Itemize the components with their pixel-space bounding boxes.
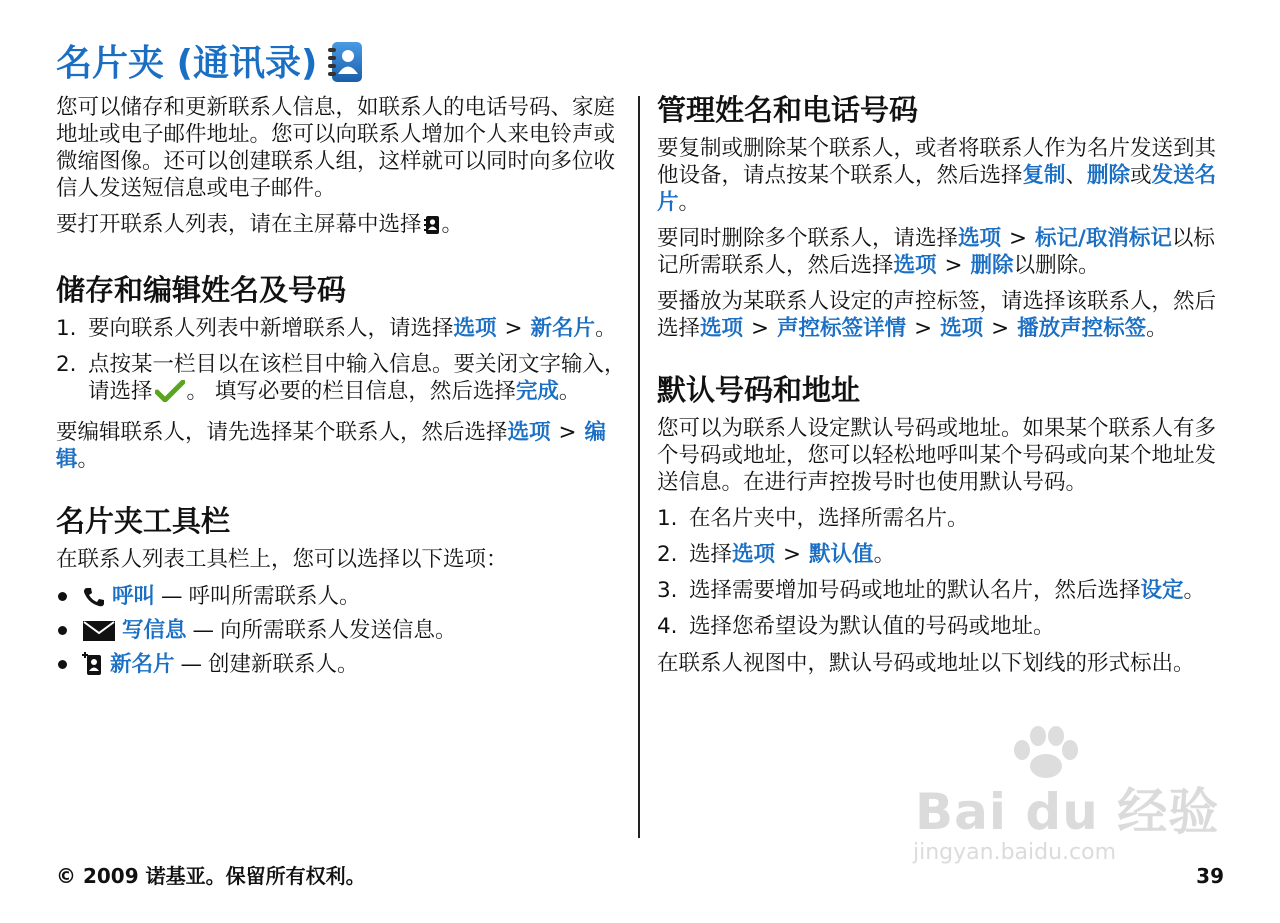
list-item: 1. 在名片夹中，选择所需名片。 — [657, 506, 969, 531]
options-link[interactable]: 选项 — [700, 316, 744, 341]
checkmark-icon — [155, 380, 185, 409]
delete-link[interactable]: 删除 — [1087, 163, 1131, 188]
section-heading-defaults: 默认号码和地址 — [657, 373, 861, 407]
defaults-outro: 在联系人视图中，默认号码或地址以下划线的形式标出。 — [657, 651, 1195, 676]
copy-delete-paragraph: 要复制或删除某个联系人，或者将联系人作为名片发送到其他设备，请点按某个联系人，然后选择复制、删除或发送名片。 — [657, 136, 1217, 215]
list-item: 2. 选择选项 > 默认值。 — [657, 542, 896, 567]
defaults-intro: 您可以为联系人设定默认号码或地址。如果某个联系人有多个号码或地址，您可以轻松地呼叫某个号码或向某个地址发送信息。在进行声控拨号时也使用默认号码。 — [657, 416, 1217, 495]
intro-paragraph: 您可以储存和更新联系人信息，如联系人的电话号码、家庭地址或电子邮件地址。您可以向联系人增加个人来电铃声或微缩图像。还可以创建联系人组，这样就可以同时向多位收信人发送短信息或电子邮件。 — [56, 95, 616, 201]
contacts-app-icon — [327, 41, 363, 83]
baidu-watermark — [905, 720, 1220, 870]
column-divider — [638, 96, 640, 838]
right-column — [657, 92, 1225, 686]
options-link[interactable]: 选项 — [958, 226, 1002, 251]
copyright-footer: © 2009 诺基亚。保留所有权利。 — [56, 864, 366, 888]
list-item: 2. 点按某一栏目以在该栏目中输入信息。要关闭文字输入，请选择 。 填写必要的栏目信息，然后选择完成。 — [56, 351, 634, 409]
new-card-link[interactable]: 新名片 — [530, 316, 596, 341]
set-link[interactable]: 设定 — [1140, 578, 1184, 603]
list-item: 3. 选择需要增加号码或地址的默认名片，然后选择设定。 — [657, 578, 1206, 603]
mark-unmark-link[interactable]: 标记/取消标记 — [1035, 226, 1172, 251]
play-voice-tag-link[interactable]: 播放声控标签 — [1017, 316, 1147, 341]
call-link[interactable]: 呼叫 — [112, 584, 156, 609]
left-column — [56, 94, 634, 684]
baidu-logo: Bai du 经验 — [915, 783, 1220, 841]
contacts-icon — [424, 215, 440, 242]
edit-link[interactable]: 编辑 — [56, 420, 607, 472]
envelope-icon — [82, 620, 116, 650]
section-heading-store-edit: 储存和编辑姓名及号码 — [56, 273, 347, 307]
mark-delete-paragraph: 要同时删除多个联系人，请选择选项 > 标记/取消标记以标记所需联系人，然后选择选项 > 删除以删除。 — [657, 226, 1215, 278]
delete-link[interactable]: 删除 — [970, 253, 1014, 278]
page-title: 名片夹 (通讯录) — [56, 38, 363, 90]
voice-tag-details-link[interactable]: 声控标签详情 — [777, 316, 907, 341]
new-card-link[interactable]: 新名片 — [110, 652, 175, 677]
voice-tag-paragraph: 要播放为某联系人设定的声控标签，请选择该联系人，然后选择选项 > 声控标签详情 > 选项 > 播放声控标签。 — [657, 289, 1217, 341]
done-link[interactable]: 完成 — [515, 379, 559, 404]
section-heading-toolbar: 名片夹工具栏 — [56, 504, 231, 538]
options-link[interactable]: 选项 — [507, 420, 551, 445]
copy-link[interactable]: 复制 — [1022, 163, 1066, 188]
options-link[interactable]: 选项 — [893, 253, 937, 278]
list-item: 1. 要向联系人列表中新增联系人，请选择选项 > 新名片。 — [56, 316, 617, 341]
phone-icon — [82, 586, 106, 616]
send-card-link[interactable]: 发送名片 — [657, 163, 1217, 215]
page-number: 39 — [1196, 864, 1224, 888]
open-contacts-paragraph: 要打开联系人列表，请在主屏幕中选择 。 — [56, 211, 634, 242]
list-item: 写信息 — 向所需联系人发送信息。 — [56, 616, 634, 650]
paw-icon — [1000, 720, 1090, 780]
list-item: 呼叫 — 呼叫所需联系人。 — [56, 582, 634, 616]
defaults-steps — [657, 505, 1225, 640]
store-edit-steps — [56, 315, 634, 409]
toolbar-intro: 在联系人列表工具栏上，您可以选择以下选项： — [56, 547, 508, 572]
list-item: 4. 选择您希望设为默认值的号码或地址。 — [657, 614, 1055, 639]
options-link[interactable]: 选项 — [453, 316, 497, 341]
baidu-url: jingyan.baidu.com — [913, 840, 1117, 865]
section-heading-manage: 管理姓名和电话号码 — [657, 93, 919, 127]
new-contact-icon — [82, 652, 104, 684]
options-link[interactable]: 选项 — [732, 542, 776, 567]
edit-contact-paragraph: 要编辑联系人，请先选择某个联系人，然后选择选项 > 编辑。 — [56, 420, 607, 472]
options-link[interactable]: 选项 — [940, 316, 984, 341]
toolbar-list — [56, 582, 634, 684]
defaults-link[interactable]: 默认值 — [809, 542, 874, 567]
list-item: 新名片 — 创建新联系人。 — [56, 650, 634, 684]
write-message-link[interactable]: 写信息 — [122, 618, 187, 643]
